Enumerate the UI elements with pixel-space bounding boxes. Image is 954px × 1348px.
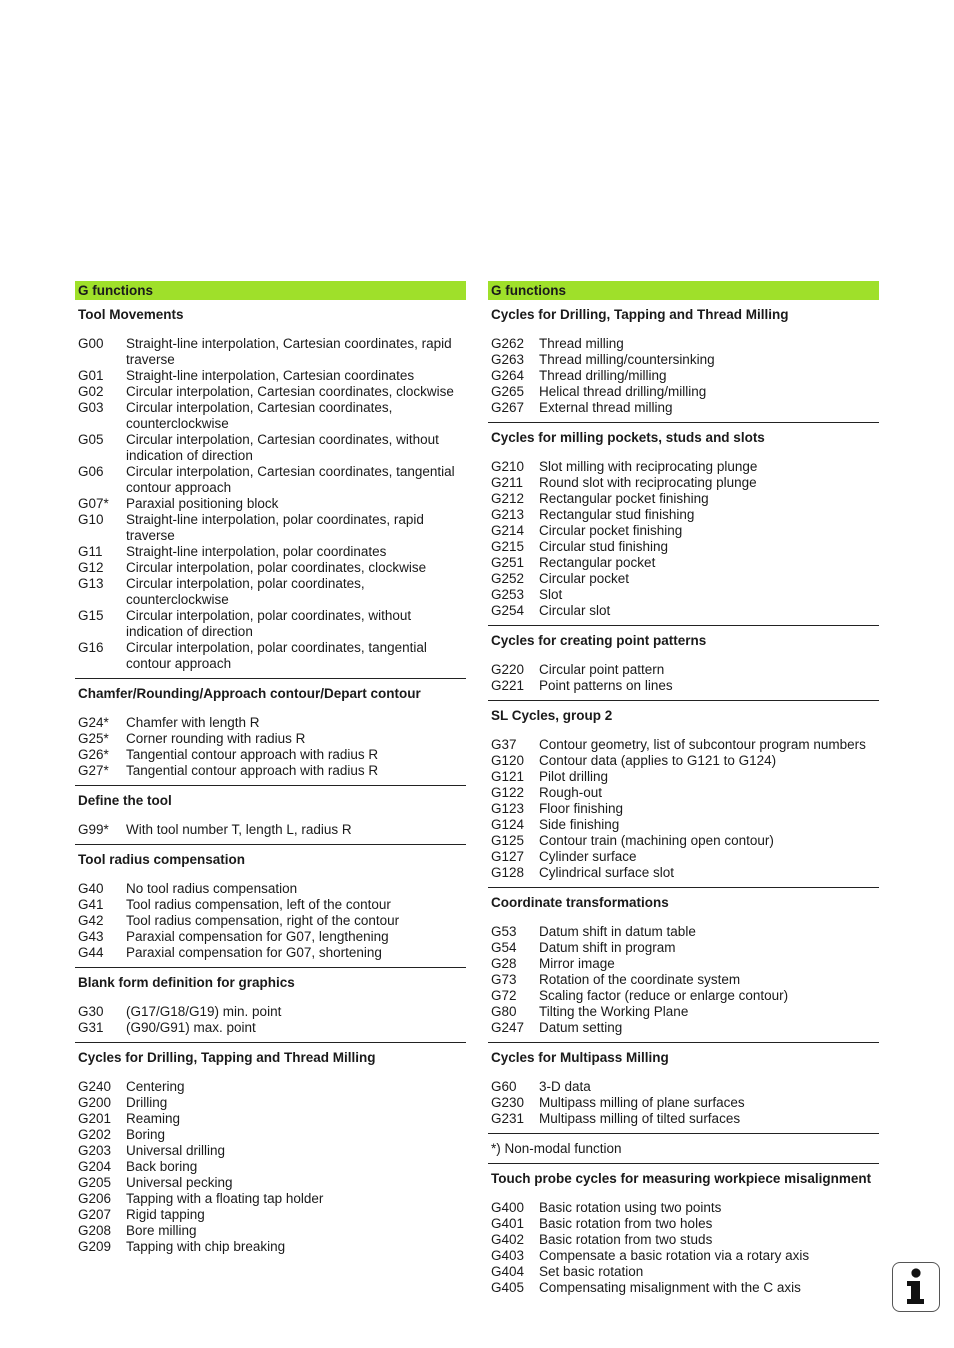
function-row [488,1111,879,1127]
function-code: G125 [491,833,525,848]
function-code: G60 [491,1079,517,1094]
footnote: *) Non-modal function [488,1134,879,1164]
function-description: (G90/G91) max. point [126,1020,256,1035]
function-row [488,1095,879,1111]
function-row [75,1095,466,1111]
function-row [488,785,879,801]
function-description: With tool number T, length L, radius R [126,822,352,837]
function-description: Multipass milling of plane surfaces [539,1095,745,1110]
function-description: Tool radius compensation, right of the contour [126,913,400,928]
function-code: G401 [491,1216,525,1231]
function-description: Tapping with a floating tap holder [126,1191,324,1206]
function-description: Paraxial compensation for G07, lengthening [126,929,389,944]
section [488,626,879,701]
function-row [488,603,879,619]
function-description: Datum shift in datum table [539,924,696,939]
function-code: G404 [491,1264,525,1279]
function-code: G262 [491,336,525,351]
function-description: Cylinder surface [539,849,637,864]
function-row [75,929,466,945]
function-description: Circular stud finishing [539,539,669,554]
section [488,1043,879,1134]
function-row [488,1216,879,1232]
function-row [488,956,879,972]
section-items [75,991,466,1042]
function-code: G26* [78,747,109,762]
function-description: Thread drilling/milling [539,368,667,383]
section-title: Cycles for creating point patterns [491,633,707,648]
function-row [488,972,879,988]
section-items [488,724,879,887]
section-title: Cycles for milling pockets, studs and slots [491,430,765,445]
function-code: G11 [78,544,103,559]
function-description: Straight-line interpolation, Cartesian coordinates [126,368,415,383]
function-row [75,496,466,512]
function-row [488,368,879,384]
function-code: G53 [491,924,517,939]
function-row [488,555,879,571]
function-description: Circular interpolation, polar coordinates, clockwise [126,560,427,575]
function-row [488,1232,879,1248]
function-code: G25* [78,731,109,746]
function-description: Drilling [126,1095,168,1110]
function-code: G240 [78,1079,112,1094]
function-code: G28 [491,956,517,971]
function-description: Datum shift in program [539,940,676,955]
function-code: G24* [78,715,109,730]
function-row [75,400,466,432]
section [488,701,879,888]
function-row [75,1207,466,1223]
right-sections [488,300,879,1134]
section-items [488,1187,879,1302]
function-code: G128 [491,865,525,880]
function-code: G200 [78,1095,112,1110]
function-description: Slot milling with reciprocating plunge [539,459,758,474]
function-code: G263 [491,352,525,367]
function-row [75,1004,466,1020]
function-row [75,897,466,913]
function-code: G99* [78,822,109,837]
function-description: Tangential contour approach with radius R [126,747,379,762]
function-code: G405 [491,1280,525,1295]
function-code: G221 [491,678,525,693]
section-items [488,649,879,700]
function-description: Circular point pattern [539,662,665,677]
function-code: G30 [78,1004,104,1019]
function-code: G202 [78,1127,112,1142]
function-code: G265 [491,384,525,399]
section [75,679,466,786]
function-row [488,459,879,475]
function-row [488,1020,879,1036]
function-row [488,523,879,539]
function-code: G31 [78,1020,104,1035]
function-code: G247 [491,1020,525,1035]
function-description: Basic rotation using two points [539,1200,722,1215]
function-row [75,1191,466,1207]
function-code: G206 [78,1191,112,1206]
function-description: Boring [126,1127,166,1142]
function-description: Circular interpolation, polar coordinates, counterclockwise [126,576,365,607]
function-code: G41 [78,897,104,912]
function-row [488,833,879,849]
function-description: Set basic rotation [539,1264,644,1279]
function-row [75,747,466,763]
function-code: G230 [491,1095,525,1110]
function-row [488,865,879,881]
function-row [488,940,879,956]
function-code: G43 [78,929,104,944]
function-row [75,608,466,640]
function-description: Bore milling [126,1223,197,1238]
function-code: G72 [491,988,517,1003]
section [75,845,466,968]
function-row [75,913,466,929]
function-code: G403 [491,1248,525,1263]
function-description: Basic rotation from two holes [539,1216,713,1231]
function-description: Point patterns on lines [539,678,673,693]
function-row [488,587,879,603]
function-code: G01 [78,368,104,383]
function-description: Tapping with chip breaking [126,1239,286,1254]
function-code: G253 [491,587,525,602]
function-code: G120 [491,753,525,768]
function-description: Thread milling [539,336,624,351]
section [488,300,879,423]
function-row [488,507,879,523]
function-description: Slot [539,587,563,602]
function-row [488,769,879,785]
function-code: G05 [78,432,104,447]
function-description: Floor finishing [539,801,624,816]
function-code: G00 [78,336,104,351]
function-code: G220 [491,662,525,677]
function-row [75,731,466,747]
function-row [75,432,466,464]
function-row [75,1223,466,1239]
function-row [488,491,879,507]
function-row [488,662,879,678]
function-description: Helical thread drilling/milling [539,384,707,399]
function-description: Straight-line interpolation, polar coordinates [126,544,387,559]
function-description: Scaling factor (reduce or enlarge contour) [539,988,789,1003]
function-description: Circular pocket [539,571,630,586]
section-title: Cycles for Drilling, Tapping and Thread Milling [78,1050,376,1065]
function-row [75,384,466,400]
function-row [75,544,466,560]
function-description: Centering [126,1079,185,1094]
right-column [488,281,879,1302]
function-code: G210 [491,459,525,474]
function-description: Corner rounding with radius R [126,731,306,746]
function-code: G122 [491,785,525,800]
function-description: Paraxial compensation for G07, shortening [126,945,382,960]
function-row [75,1159,466,1175]
function-code: G252 [491,571,525,586]
section-items [488,1066,879,1133]
section-title: Blank form definition for graphics [78,975,295,990]
function-row [75,1143,466,1159]
section [488,423,879,626]
function-row [75,763,466,779]
section [488,888,879,1043]
function-description: Tool radius compensation, left of the contour [126,897,391,912]
section [75,300,466,679]
function-description: Contour data (applies to G121 to G124) [539,753,777,768]
function-description: Paraxial positioning block [126,496,279,511]
section [488,1164,879,1302]
function-description: Round slot with reciprocating plunge [539,475,757,490]
function-code: G121 [491,769,525,784]
function-code: G203 [78,1143,112,1158]
function-code: G13 [78,576,104,591]
function-row [75,1111,466,1127]
section-items [488,446,879,625]
function-description: Circular interpolation, Cartesian coordinates, clockwise [126,384,454,399]
function-description: Basic rotation from two studs [539,1232,713,1247]
section-items [75,868,466,967]
function-row [488,1264,879,1280]
function-code: G211 [491,475,524,490]
function-row [488,988,879,1004]
function-row [75,881,466,897]
function-code: G204 [78,1159,112,1174]
function-description: Compensating misalignment with the C axis [539,1280,801,1295]
function-description: Thread milling/countersinking [539,352,715,367]
function-code: G214 [491,523,525,538]
section-items [75,323,466,678]
function-row [488,817,879,833]
function-description: Circular pocket finishing [539,523,683,538]
function-code: G80 [491,1004,517,1019]
function-description: Side finishing [539,817,620,832]
function-code: G73 [491,972,517,987]
left-column-header: G functions [75,281,466,300]
section-title: Tool radius compensation [78,852,246,867]
function-row [75,822,466,838]
function-description: 3-D data [539,1079,591,1094]
function-row [488,678,879,694]
function-row [488,352,879,368]
function-row [488,384,879,400]
function-description: Circular slot [539,603,611,618]
function-description: Mirror image [539,956,615,971]
function-code: G267 [491,400,525,415]
function-description: Cylindrical surface slot [539,865,675,880]
function-description: Rough-out [539,785,603,800]
function-code: G400 [491,1200,525,1215]
function-row [75,560,466,576]
function-code: G27* [78,763,109,778]
function-row [488,1004,879,1020]
function-row [75,464,466,496]
function-description: Universal pecking [126,1175,233,1190]
function-row [488,737,879,753]
function-description: Multipass milling of tilted surfaces [539,1111,741,1126]
left-sections [75,300,466,1261]
function-code: G44 [78,945,104,960]
info-icon [892,1262,940,1312]
function-description: Rectangular pocket finishing [539,491,709,506]
section [75,1043,466,1261]
function-row [488,539,879,555]
function-code: G251 [491,555,525,570]
section-title: Chamfer/Rounding/Approach contour/Depart contour [78,686,421,701]
function-description: Universal drilling [126,1143,226,1158]
function-row [488,400,879,416]
function-row [488,571,879,587]
function-row [488,1200,879,1216]
function-code: G209 [78,1239,112,1254]
section-items [75,702,466,785]
section-title: Cycles for Multipass Milling [491,1050,669,1065]
function-description: Circular interpolation, Cartesian coordinates, without indication of direction [126,432,439,463]
section-items [75,809,466,844]
function-code: G12 [78,560,104,575]
function-row [488,849,879,865]
function-code: G37 [491,737,517,752]
function-code: G127 [491,849,525,864]
function-row [75,1079,466,1095]
function-description: External thread milling [539,400,673,415]
function-description: Contour train (machining open contour) [539,833,774,848]
function-description: Rotation of the coordinate system [539,972,741,987]
section-title: Define the tool [78,793,172,808]
function-row [75,640,466,672]
section-title: Touch probe cycles for measuring workpiece misalignment [491,1171,872,1186]
function-row [75,1239,466,1255]
section-title: Tool Movements [78,307,184,322]
function-code: G54 [491,940,517,955]
right-sections-after-note [488,1164,879,1302]
function-description: Circular interpolation, polar coordinates, without indication of direction [126,608,412,639]
function-description: Rigid tapping [126,1207,205,1222]
function-row [75,1020,466,1036]
function-description: Pilot drilling [539,769,609,784]
function-code: G201 [78,1111,112,1126]
section [75,786,466,845]
function-row [75,336,466,368]
function-code: G03 [78,400,104,415]
function-row [75,945,466,961]
function-description: Circular interpolation, Cartesian coordinates, counterclockwise [126,400,393,431]
function-description: Reaming [126,1111,181,1126]
function-row [488,475,879,491]
function-description: Tilting the Working Plane [539,1004,689,1019]
left-column [75,281,466,1261]
function-code: G10 [78,512,104,527]
function-description: Rectangular stud finishing [539,507,695,522]
section-title: Cycles for Drilling, Tapping and Thread Milling [491,307,789,322]
function-row [75,715,466,731]
function-description: Chamfer with length R [126,715,260,730]
function-description: Contour geometry, list of subcontour program numbers [539,737,866,752]
function-description: Compensate a basic rotation via a rotary axis [539,1248,810,1263]
function-row [488,336,879,352]
function-description: Straight-line interpolation, polar coordinates, rapid traverse [126,512,424,543]
function-row [75,1127,466,1143]
function-row [488,801,879,817]
function-code: G208 [78,1223,112,1238]
function-code: G15 [78,608,104,623]
function-code: G16 [78,640,104,655]
function-code: G205 [78,1175,112,1190]
function-description: Rectangular pocket [539,555,656,570]
function-code: G215 [491,539,525,554]
function-code: G264 [491,368,525,383]
section-items [488,323,879,422]
function-description: (G17/G18/G19) min. point [126,1004,282,1019]
function-code: G42 [78,913,104,928]
function-description: Datum setting [539,1020,623,1035]
function-row [488,924,879,940]
right-column-header: G functions [488,281,879,300]
function-description: Circular interpolation, Cartesian coordinates, tangential contour approach [126,464,455,495]
function-code: G212 [491,491,525,506]
function-code: G124 [491,817,525,832]
function-description: Back boring [126,1159,198,1174]
function-row [488,1248,879,1264]
function-row [488,753,879,769]
section-title: Coordinate transformations [491,895,669,910]
section-items [488,911,879,1042]
function-code: G123 [491,801,525,816]
function-description: No tool radius compensation [126,881,298,896]
function-code: G213 [491,507,525,522]
function-code: G231 [491,1111,525,1126]
function-row [75,576,466,608]
section-title: SL Cycles, group 2 [491,708,613,723]
function-row [488,1079,879,1095]
function-code: G07* [78,496,109,511]
function-code: G207 [78,1207,112,1222]
function-description: Circular interpolation, polar coordinates, tangential contour approach [126,640,427,671]
function-row [488,1280,879,1296]
section-items [75,1066,466,1261]
function-row [75,368,466,384]
function-code: G40 [78,881,104,896]
function-description: Straight-line interpolation, Cartesian coordinates, rapid traverse [126,336,452,367]
function-code: G254 [491,603,525,618]
function-code: G402 [491,1232,525,1247]
function-code: G06 [78,464,104,479]
function-code: G02 [78,384,104,399]
section [75,968,466,1043]
function-row [75,512,466,544]
function-row [75,1175,466,1191]
function-description: Tangential contour approach with radius R [126,763,379,778]
